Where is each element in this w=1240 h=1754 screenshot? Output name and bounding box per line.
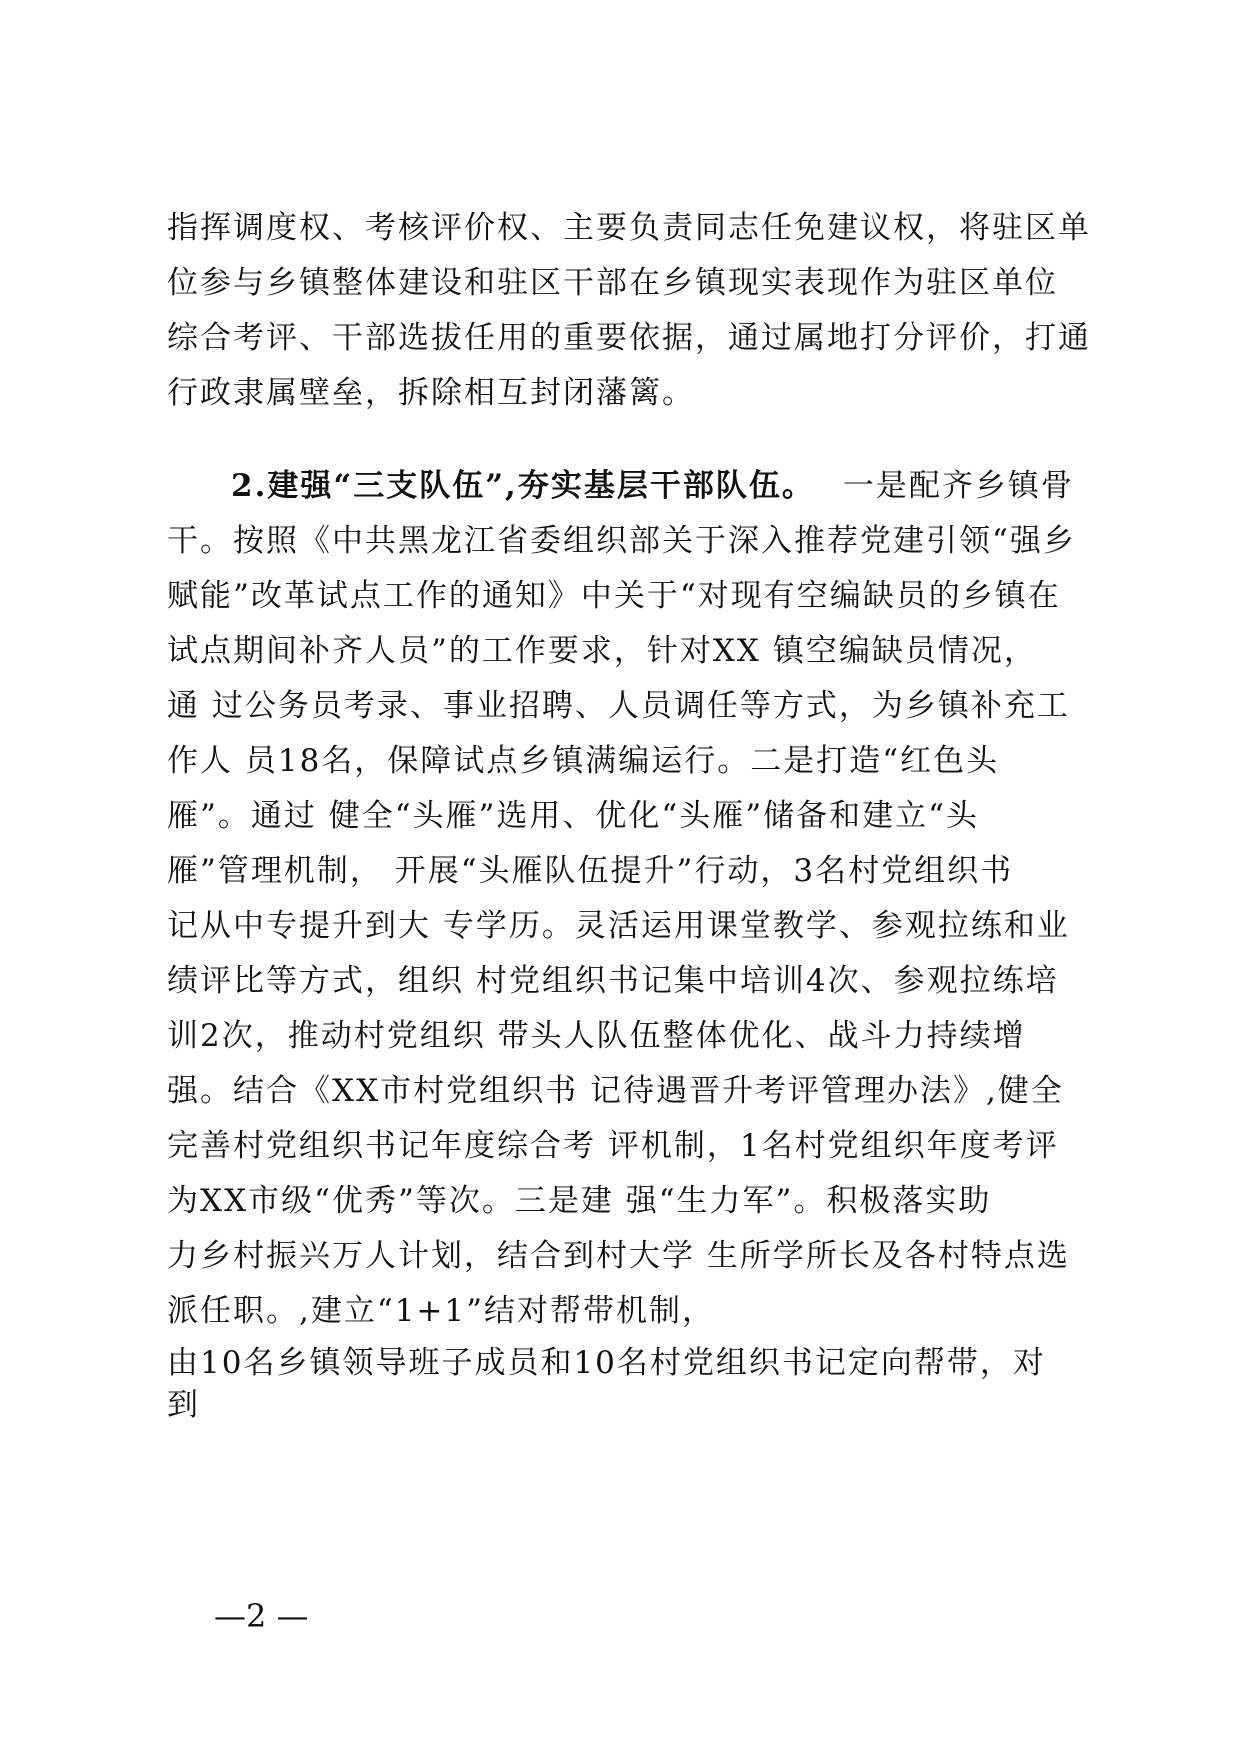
paragraph-2-line-12: 完善村党组织书记年度综合考 评机制，1名村党组织年度考评 [167, 1128, 1059, 1164]
paragraph-2-first-line [231, 467, 1074, 505]
paragraph-1-line-3: 综合考评、干部选拔任用的重要依据，通过属地打分评价，打通 [167, 320, 1091, 356]
paragraph-2-line-2: 赋能”改革试点工作的通知》中关于“对现有空编缺员的乡镇在 [167, 578, 1061, 614]
paragraph-2-line-3: 试点期间补齐人员”的工作要求，针对XX 镇空编缺员情况， [167, 633, 1037, 669]
paragraph-2-line-14: 力乡村振兴万人计划，结合到村大学 生所学所长及各村特点选 [167, 1238, 1070, 1274]
paragraph-2-line-8: 记从中专提升到大 专学历。灵活运用课堂教学、参观拉练和业 [167, 908, 1070, 944]
paragraph-2-line-13: 为XX市级“优秀”等次。三是建 强“生力军”。积极落实助 [167, 1183, 992, 1219]
section-heading: 2.建强“三支队伍”,夯实基层干部队伍。 [231, 468, 815, 504]
paragraph-2-line-7: 雁”管理机制， 开展“头雁队伍提升”行动，3名村党组织书 [167, 853, 1014, 889]
paragraph-2-line-11: 强。结合《XX市村党组织书 记待遇晋升考评管理办法》,健全 [167, 1073, 1064, 1109]
paragraph-2-line-1: 干。按照《中共黑龙江省委组织部关于深入推荐党建引领“强乡 [167, 523, 1076, 559]
paragraph-2-line-17: 到 [167, 1387, 200, 1423]
paragraph-1-line-4: 行政隶属壁垒，拆除相互封闭藩篱。 [167, 375, 695, 411]
paragraph-2-line-6: 雁”。通过 健全“头雁”选用、优化“头雁”储备和建立“头 [167, 798, 979, 834]
paragraph-2-line-16: 由10名乡镇领导班子成员和10名村党组织书记定向帮带，对 [167, 1345, 1046, 1381]
paragraph-2-line-10: 训2次，推动村党组织 带头人队伍整体优化、战斗力持续增 [167, 1018, 1026, 1054]
paragraph-2-first-line-text: 一是配齐乡镇骨 [842, 468, 1074, 504]
paragraph-1-line-2: 位参与乡镇整体建设和驻区干部在乡镇现实表现作为驻区单位 [167, 265, 1058, 301]
paragraph-2-line-9: 绩评比等方式，组织 村党组织书记集中培训4次、参观拉练培 [167, 963, 1059, 999]
paragraph-2-line-5: 作人 员18名，保障试点乡镇满编运行。二是打造“红色头 [167, 743, 1000, 779]
paragraph-2-line-15: 派任职。,建立“1+1”结对帮带机制， [167, 1293, 715, 1329]
paragraph-2-line-4: 通 过公务员考录、事业招聘、人员调任等方式，为乡镇补充工 [167, 688, 1070, 724]
paragraph-1-line-1: 指挥调度权、考核评价权、主要负责同志任免建议权，将驻区单 [167, 210, 1091, 246]
page-number: —2 — [214, 1597, 309, 1635]
